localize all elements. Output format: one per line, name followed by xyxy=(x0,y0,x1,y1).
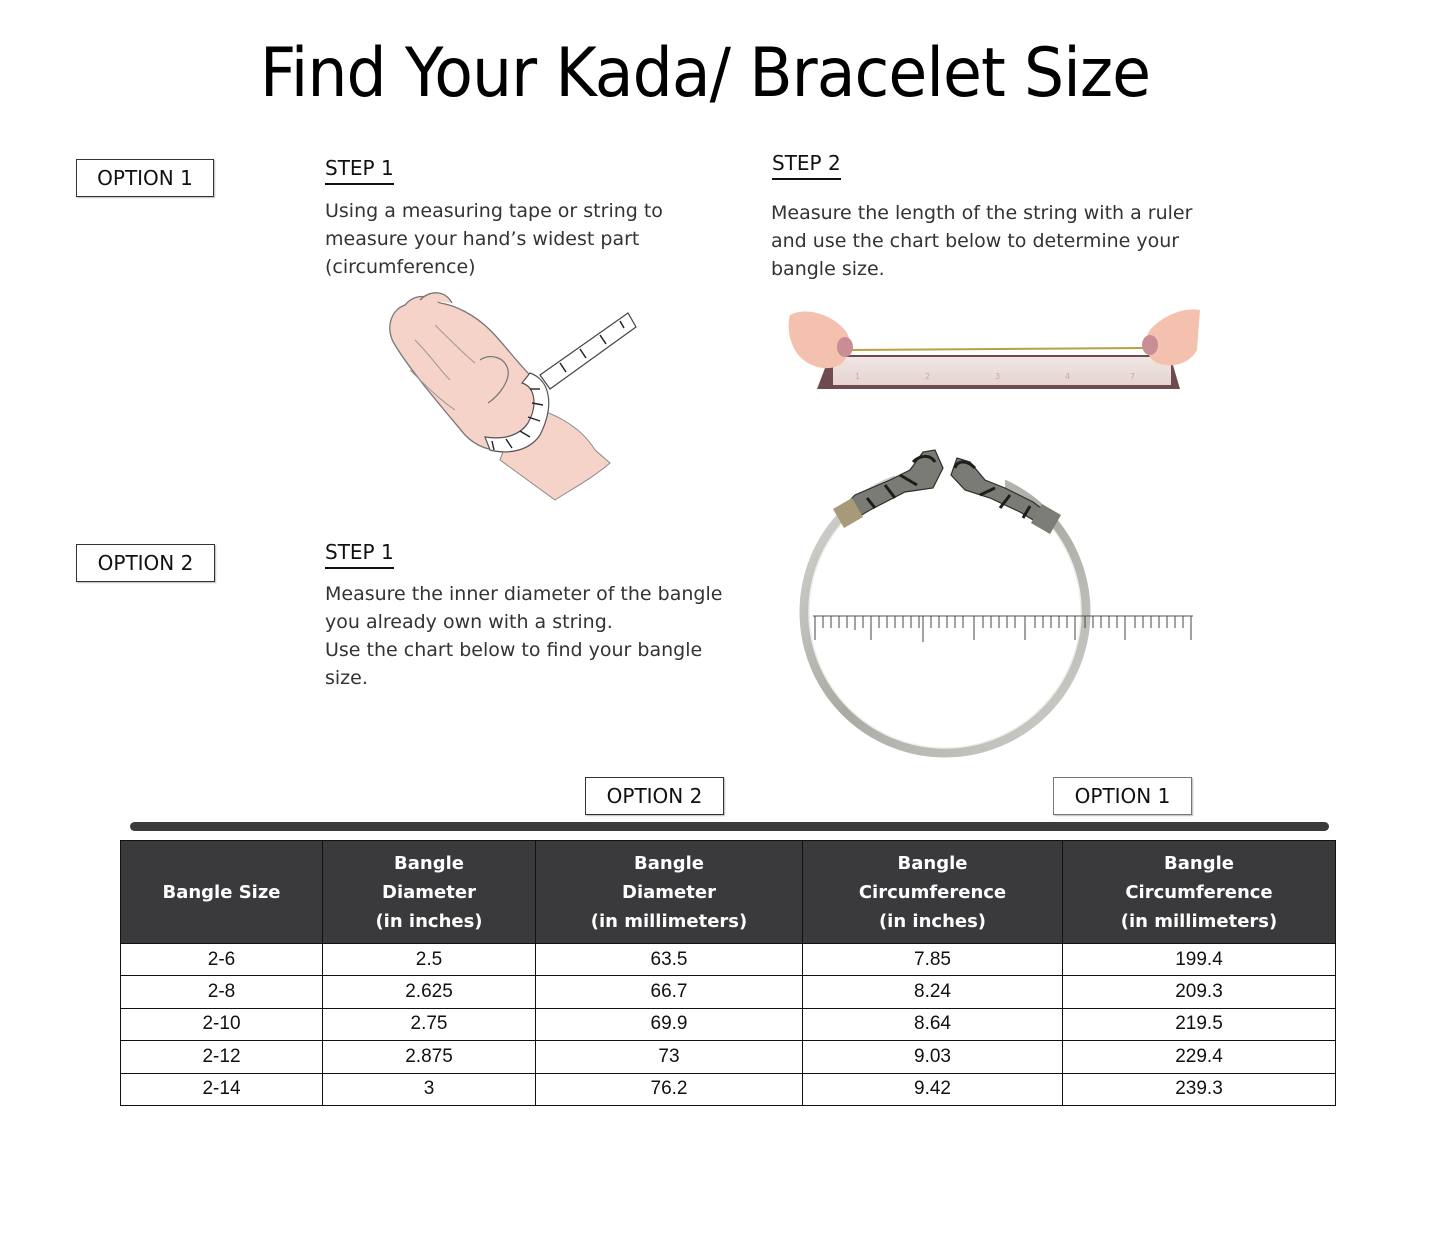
header-line: (in inches) xyxy=(375,910,483,932)
cell-diameter-mm: 76.2 xyxy=(536,1073,803,1105)
table-header-row xyxy=(121,841,1336,944)
bangle-with-ruler-photo xyxy=(795,440,1200,760)
option-1-step-1-heading: STEP 1 xyxy=(325,156,394,185)
header-line: Circumference xyxy=(858,881,1007,903)
table-row xyxy=(121,944,1336,976)
cell-bangle-size: 2-6 xyxy=(121,944,323,976)
table-row xyxy=(121,1041,1336,1073)
svg-text:4: 4 xyxy=(1065,372,1071,381)
table-option-1-label: OPTION 1 xyxy=(1053,777,1192,815)
cell-bangle-size: 2-10 xyxy=(121,1008,323,1040)
option-1-label: OPTION 1 xyxy=(76,159,214,197)
cell-circumference-inches: 9.42 xyxy=(803,1073,1063,1105)
header-circumference-mm xyxy=(1063,841,1336,944)
svg-text:2: 2 xyxy=(925,372,931,381)
header-diameter-mm xyxy=(536,841,803,944)
header-line: Bangle xyxy=(897,852,968,874)
string-on-ruler-photo xyxy=(785,305,1205,400)
text-line: Measure the inner diameter of the bangle xyxy=(325,583,723,605)
option-1-step-2-heading: STEP 2 xyxy=(772,151,841,180)
header-circumference-inches xyxy=(803,841,1063,944)
header-diameter-inches xyxy=(323,841,536,944)
header-line: Diameter xyxy=(382,881,476,903)
divider-bar xyxy=(130,822,1329,831)
option-2-label: OPTION 2 xyxy=(76,544,215,582)
table-row xyxy=(121,1008,1336,1040)
table-option-2-label: OPTION 2 xyxy=(585,777,724,815)
cell-circumference-mm: 209.3 xyxy=(1063,976,1336,1008)
text-line: (circumference) xyxy=(325,256,476,278)
table-row xyxy=(121,976,1336,1008)
cell-diameter-inches: 2.875 xyxy=(323,1041,536,1073)
cell-diameter-inches: 2.625 xyxy=(323,976,536,1008)
svg-text:3: 3 xyxy=(995,372,1001,381)
header-line: Bangle xyxy=(1164,852,1234,874)
cell-circumference-mm: 219.5 xyxy=(1063,1008,1336,1040)
cell-circumference-inches: 7.85 xyxy=(803,944,1063,976)
cell-diameter-inches: 3 xyxy=(323,1073,536,1105)
cell-bangle-size: 2-14 xyxy=(121,1073,323,1105)
cell-diameter-mm: 66.7 xyxy=(536,976,803,1008)
option-1-step-2-text xyxy=(771,199,1231,283)
text-line: size. xyxy=(325,667,368,689)
cell-bangle-size: 2-12 xyxy=(121,1041,323,1073)
page-title: Find Your Kada/ Bracelet Size xyxy=(259,34,1151,113)
cell-circumference-mm: 229.4 xyxy=(1063,1041,1336,1073)
header-bangle-size xyxy=(121,841,323,944)
cell-diameter-inches: 2.5 xyxy=(323,944,536,976)
header-line: Bangle xyxy=(394,852,464,874)
cell-circumference-mm: 199.4 xyxy=(1063,944,1336,976)
option-2-step-1-heading: STEP 1 xyxy=(325,540,394,569)
text-line: Measure the length of the string with a ruler xyxy=(771,202,1193,224)
header-line: (in millimeters) xyxy=(590,910,748,932)
header-line: (in millimeters) xyxy=(1120,910,1278,932)
cell-diameter-mm: 69.9 xyxy=(536,1008,803,1040)
cell-bangle-size: 2-8 xyxy=(121,976,323,1008)
option-2-step-1-text xyxy=(325,580,765,692)
option-1-step-1-text xyxy=(325,197,745,281)
cell-diameter-mm: 73 xyxy=(536,1041,803,1073)
header-line: Bangle Size xyxy=(162,881,281,903)
cell-diameter-inches: 2.75 xyxy=(323,1008,536,1040)
cell-circumference-inches: 9.03 xyxy=(803,1041,1063,1073)
table-row xyxy=(121,1073,1336,1105)
text-line: Using a measuring tape or string to xyxy=(325,200,663,222)
text-line: bangle size. xyxy=(771,258,885,280)
text-line: Use the chart below to find your bangle xyxy=(325,639,703,661)
text-line: you already own with a string. xyxy=(325,611,613,633)
cell-circumference-inches: 8.64 xyxy=(803,1008,1063,1040)
header-line: (in inches) xyxy=(878,910,987,932)
svg-text:1: 1 xyxy=(855,372,861,381)
cell-circumference-mm: 239.3 xyxy=(1063,1073,1336,1105)
cell-circumference-inches: 8.24 xyxy=(803,976,1063,1008)
header-line: Circumference xyxy=(1125,881,1273,903)
bangle-size-table xyxy=(120,840,1336,1106)
header-line: Diameter xyxy=(622,881,716,903)
text-line: measure your hand’s widest part xyxy=(325,228,640,250)
hand-measuring-tape-illustration xyxy=(380,285,640,510)
cell-diameter-mm: 63.5 xyxy=(536,944,803,976)
header-line: Bangle xyxy=(634,852,704,874)
text-line: and use the chart below to determine your xyxy=(771,230,1180,252)
svg-text:7: 7 xyxy=(1130,372,1136,381)
